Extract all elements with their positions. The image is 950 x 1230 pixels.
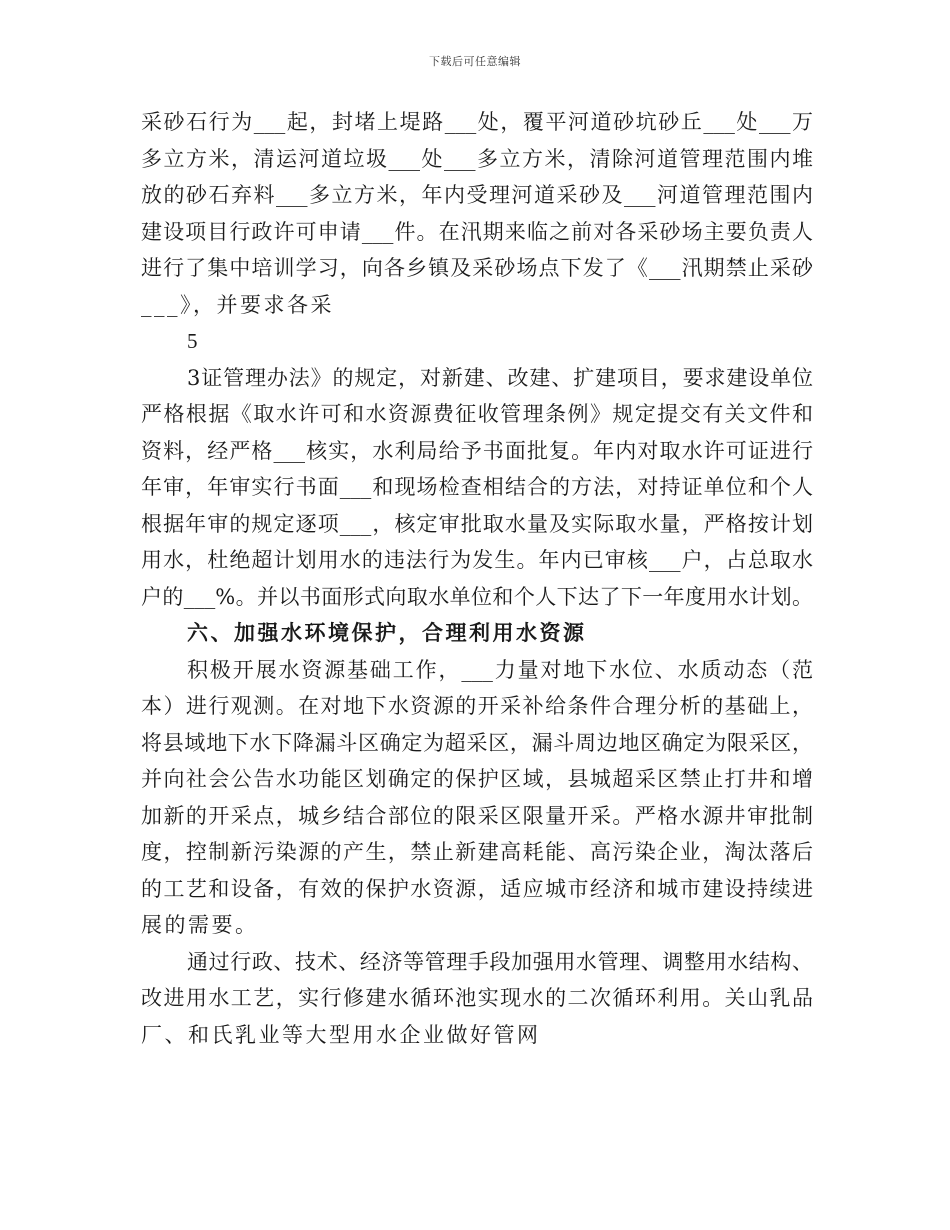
paragraph-line: 资料，经严格___核实，水利局给予书面批复。年内对取水许可证进行 — [141, 438, 813, 463]
paragraph-line: 用水，杜绝超计划用水的违法行为发生。年内已审核___户，占总取水 — [141, 548, 813, 572]
document-body — [141, 104, 813, 1053]
paragraph-line: 放的砂石弃料___多立方米，年内受理河道采砂及___河道管理范围内 — [141, 183, 813, 207]
paragraph-line: 加新的开采点，城乡结合部位的限采区限量开采。严格水源井审批制 — [141, 803, 813, 828]
paragraph-line: ___》，并要求各采 — [141, 292, 334, 317]
paragraph-line: 采砂石行为___起，封堵上堤路___处，覆平河道砂坑砂丘___处___万 — [141, 110, 813, 134]
paragraph-line: 户的___%。并以书面形式向取水单位和个人下达了下一年度用水计划。 — [141, 584, 813, 609]
paragraph-line: 本）进行观测。在对地下水资源的开采补给条件合理分析的基础上， — [141, 694, 813, 718]
paragraph-line: 建设项目行政许可申请___件。在汛期来临之前对各采砂场主要负责人 — [141, 219, 813, 244]
paragraph-line: 严格根据《取水许可和水资源费征收管理条例》规定提交有关文件和 — [141, 402, 813, 426]
page-number-fragment: 5 — [187, 329, 200, 353]
paragraph-line: 通过行政、技术、经济等管理手段加强用水管理、调整用水结构、 — [187, 949, 813, 974]
paragraph-line: 改进用水工艺，实行修建水循环池实现水的二次循环利用。关山乳品 — [141, 986, 813, 1010]
paragraph-line: 根据年审的规定逐项___，核定审批取水量及实际取水量，严格按计划 — [141, 511, 813, 536]
paragraph-line: 年审，年审实行书面___和现场检查相结合的方法，对持证单位和个人 — [141, 475, 813, 499]
paragraph-line: 度，控制新污染源的产生，禁止新建高耗能、高污染企业，淘汰落后 — [141, 840, 813, 864]
paragraph-line: 3证管理办法》的规定，对新建、改建、扩建项目，要求建设单位 — [187, 365, 813, 390]
section-heading: 六、加强水环境保护，合理利用水资源 — [187, 620, 587, 645]
paragraph-line: 多立方米，清运河道垃圾___处___多立方米，清除河道管理范围内堆 — [141, 146, 813, 171]
paragraph-line: 的工艺和设备，有效的保护水资源，适应城市经济和城市建设持续进 — [141, 876, 813, 901]
page-header: 下载后可任意编辑 — [429, 55, 521, 68]
paragraph-line: 厂、和氏乳业等大型用水企业做好管网 — [141, 1022, 541, 1047]
paragraph-line: 展的需要。 — [141, 913, 259, 937]
paragraph-line: 积极开展水资源基础工作，___力量对地下水位、水质动态（范 — [187, 657, 813, 682]
paragraph-line: 进行了集中培训学习，向各乡镇及采砂场点下发了《___汛期禁止采砂 — [141, 256, 813, 280]
paragraph-line: 将县域地下水下降漏斗区确定为超采区，漏斗周边地区确定为限采区， — [141, 730, 813, 755]
paragraph-line: 并向社会公告水功能区划确定的保护区域，县城超采区禁止打井和增 — [141, 767, 813, 791]
